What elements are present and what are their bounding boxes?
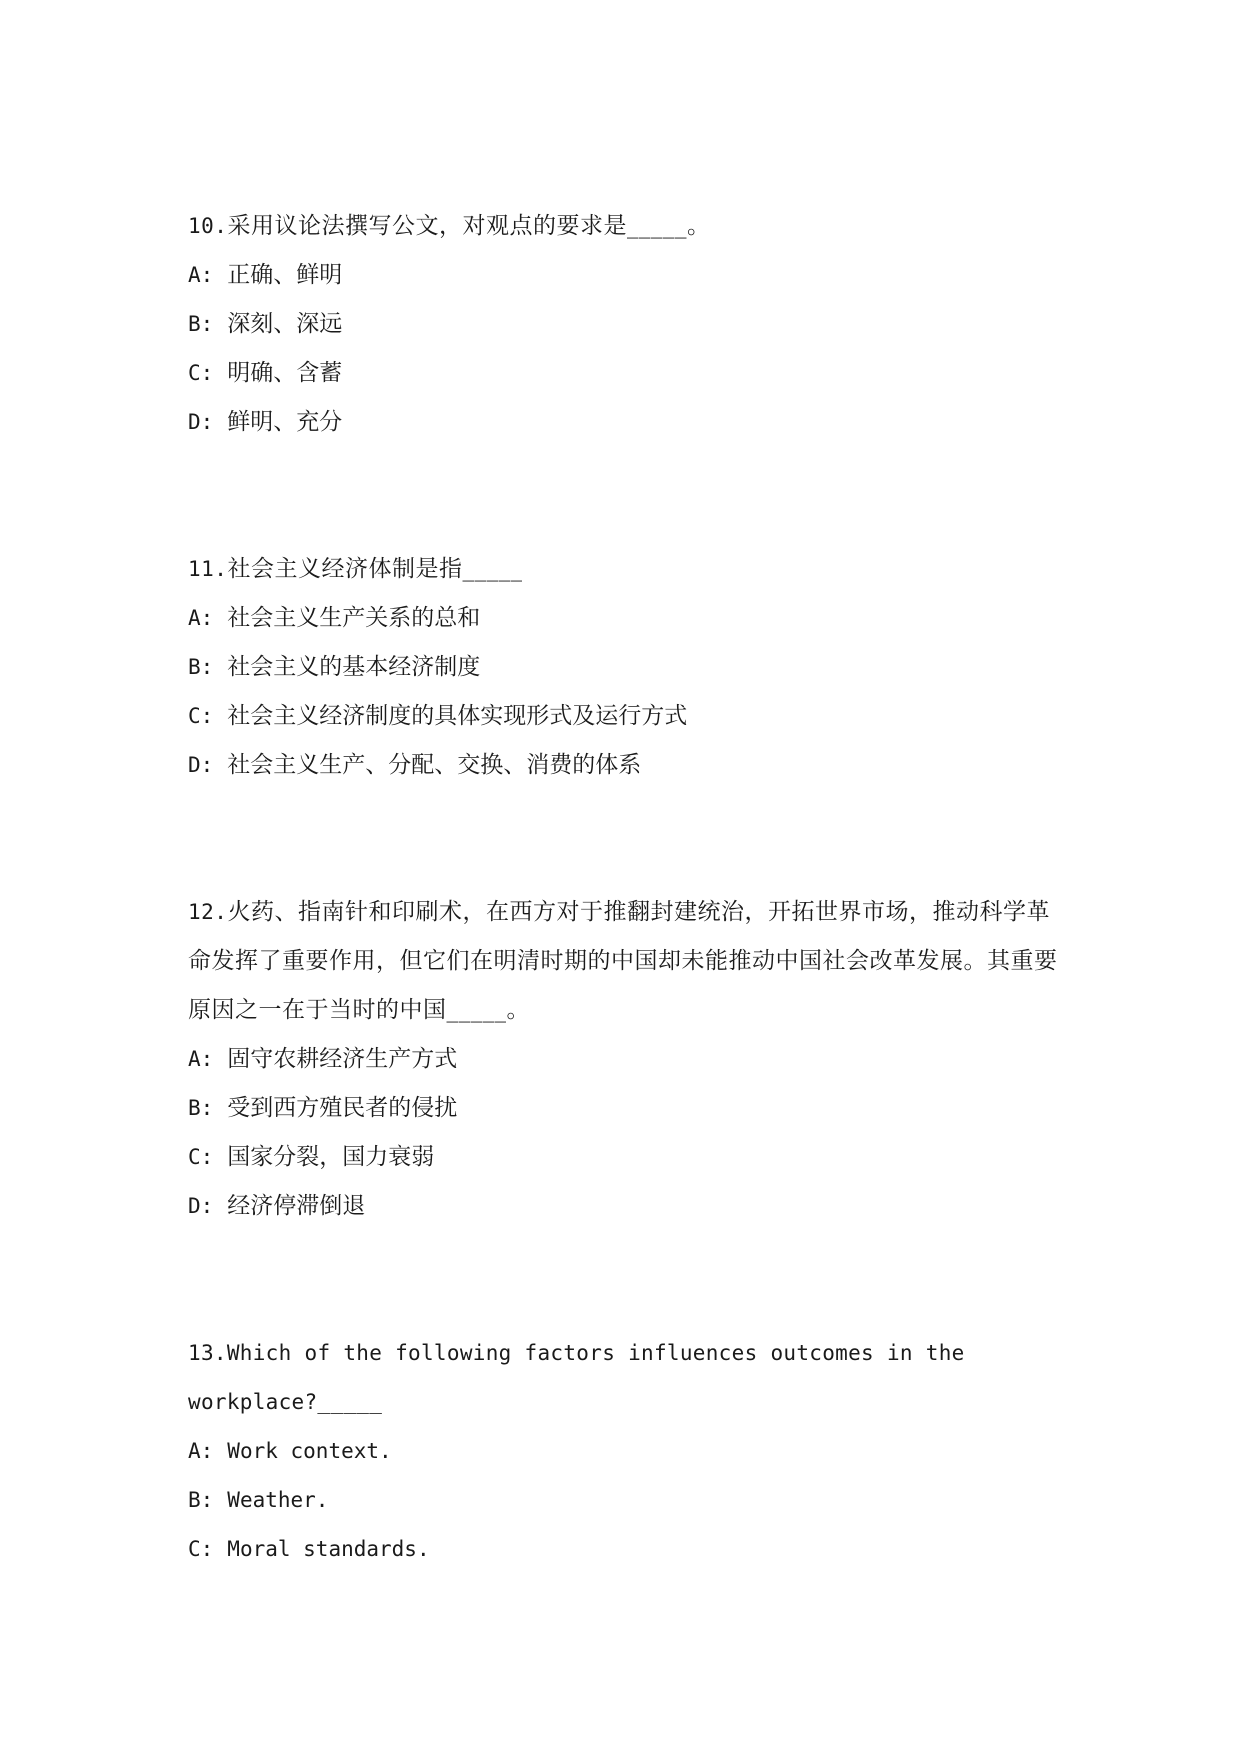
option-c (188, 1133, 1068, 1182)
question-number: 10. (188, 214, 228, 238)
option-text: 固守农耕经济生产方式 (227, 1046, 458, 1072)
option-c (188, 1525, 1068, 1574)
question-stem (188, 545, 1068, 594)
option-b (188, 300, 1068, 349)
option-text: 经济停滞倒退 (227, 1193, 366, 1219)
option-d (188, 398, 1068, 447)
option-key: C: (188, 1145, 214, 1169)
option-key: B: (188, 655, 214, 679)
question-text: 社会主义经济体制是指_____ (227, 556, 523, 582)
option-text: 明确、含蓄 (227, 360, 343, 386)
option-a (188, 251, 1068, 300)
option-a (188, 594, 1068, 643)
option-text: 正确、鲜明 (227, 262, 343, 288)
option-b (188, 1476, 1068, 1525)
option-text: 受到西方殖民者的侵扰 (227, 1095, 458, 1121)
question-stem (188, 202, 1068, 251)
option-text: 深刻、深远 (227, 311, 343, 337)
option-text: 国家分裂，国力衰弱 (227, 1144, 435, 1170)
option-b (188, 643, 1068, 692)
option-d (188, 741, 1068, 790)
option-text: Work context. (227, 1439, 392, 1463)
option-key: D: (188, 753, 214, 777)
question-text: Which of the following factors influences outcomes in the workplace?_____ (188, 1341, 965, 1414)
question-number: 12. (188, 900, 228, 924)
option-text: Moral standards. (227, 1537, 430, 1561)
option-c (188, 692, 1068, 741)
option-key: A: (188, 1047, 214, 1071)
option-text: 社会主义的基本经济制度 (227, 654, 481, 680)
option-text: 社会主义生产关系的总和 (227, 605, 481, 631)
option-key: B: (188, 1096, 214, 1120)
option-d (188, 1182, 1068, 1231)
option-a (188, 1035, 1068, 1084)
option-key: A: (188, 606, 214, 630)
question-number: 11. (188, 557, 228, 581)
question-list (188, 202, 1068, 1672)
option-b (188, 1084, 1068, 1133)
option-key: C: (188, 704, 214, 728)
question-stem (188, 1329, 1068, 1427)
question-text: 采用议论法撰写公文，对观点的要求是_____。 (227, 213, 711, 239)
question-number: 13. (188, 1341, 227, 1365)
option-key: A: (188, 1439, 214, 1463)
option-key: D: (188, 410, 214, 434)
question-10 (188, 202, 1068, 447)
option-c (188, 349, 1068, 398)
option-key: D: (188, 1194, 214, 1218)
option-text: 社会主义生产、分配、交换、消费的体系 (227, 752, 642, 778)
option-key: C: (188, 361, 214, 385)
option-text: 社会主义经济制度的具体实现形式及运行方式 (227, 703, 688, 729)
option-text: Weather. (227, 1488, 329, 1512)
option-key: A: (188, 263, 214, 287)
question-stem (188, 888, 1068, 1035)
option-key: B: (188, 312, 214, 336)
question-11 (188, 545, 1068, 790)
question-13 (188, 1329, 1068, 1574)
question-text: 火药、指南针和印刷术，在西方对于推翻封建统治，开拓世界市场，推动科学革命发挥了重要作用，但它们在明清时期的中国却未能推动中国社会改革发展。其重要原因之一在于当时的中国_____。 (188, 899, 1058, 1023)
option-key: B: (188, 1488, 214, 1512)
option-key: C: (188, 1537, 214, 1561)
option-a (188, 1427, 1068, 1476)
question-12 (188, 888, 1068, 1231)
option-text: 鲜明、充分 (227, 409, 343, 435)
